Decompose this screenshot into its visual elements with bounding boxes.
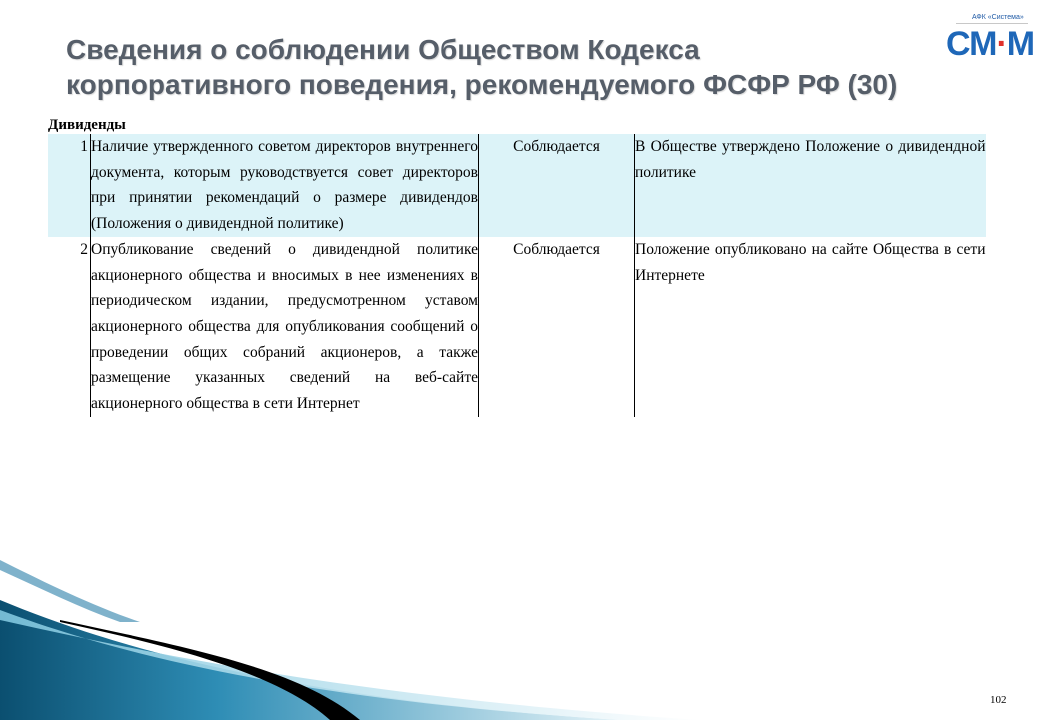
slide-title-line-1: Сведения о соблюдении Обществом Кодекса [66, 34, 700, 65]
row-status: Соблюдается [479, 134, 635, 237]
company-logo [942, 14, 1035, 64]
logo-tagline: АФК «Система» [972, 14, 1024, 21]
table-row [48, 237, 986, 417]
decorative-wave [0, 560, 1040, 720]
slide-title-line-2: корпоративного поведения, рекомендуемого ФСФР РФ (30) [66, 69, 898, 100]
row-note: Положение опубликовано на сайте Общества в сети Интернете [635, 240, 986, 284]
page-number: 102 [990, 694, 1007, 706]
logo-wordmark [946, 24, 1034, 64]
row-status: Соблюдается [479, 237, 635, 417]
row-number: 2 [80, 240, 88, 258]
table-row [48, 134, 986, 237]
logo-dot: · [996, 25, 1007, 63]
section-heading: Дивиденды [48, 117, 126, 133]
slide-title [66, 32, 946, 102]
row-note: В Обществе утверждено Положение о дивидендной политике [635, 134, 986, 237]
compliance-table [48, 134, 986, 417]
row-requirement: Опубликование сведений о дивидендной политике акционерного общества и вносимых в нее изменениях в периодическом издании, предусмотренном уставом акционерного общества для опубликования сообщений о проведении общих собраний акционеров, а также размещение указанных сведений на веб-сайте акционерного общества в сети Интернет [91, 237, 479, 417]
logo-text-left: СМ [946, 25, 997, 63]
row-number: 1 [48, 134, 91, 237]
row-requirement: Наличие утвержденного советом директоров внутреннего документа, которым руководствуется совет директоров при принятии рекомендаций о размере дивидендов (Положения о дивидендной политике) [91, 134, 479, 237]
logo-text-right: М [1006, 25, 1035, 63]
